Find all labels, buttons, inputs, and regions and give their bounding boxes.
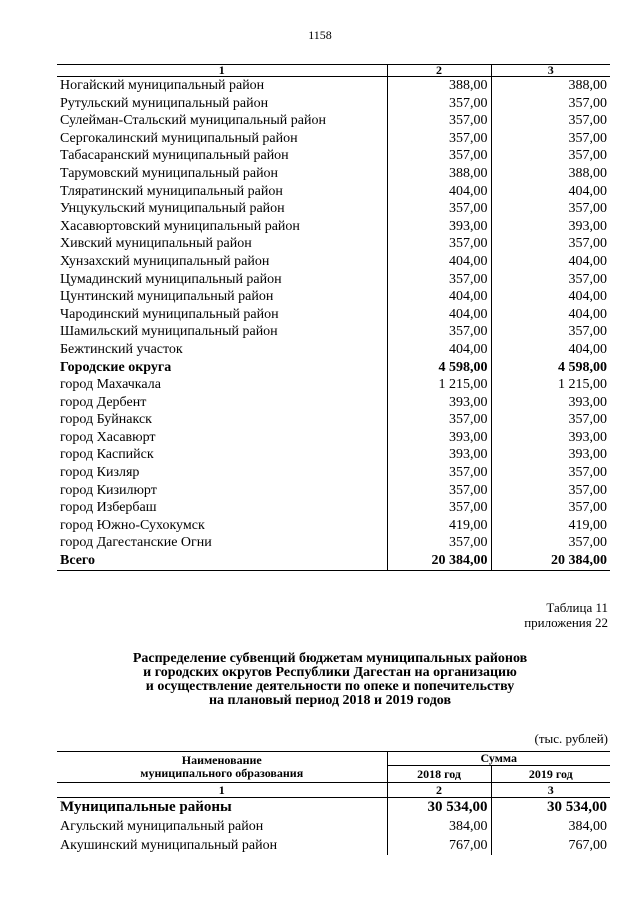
municipality-name: Унцукульский муниципальный район bbox=[60, 201, 285, 217]
amount-2019: 393,00 bbox=[491, 429, 610, 447]
column-number-3: 3 bbox=[491, 65, 610, 77]
amount-2018: 357,00 bbox=[387, 200, 491, 218]
amount-2019: 384,00 bbox=[491, 817, 610, 836]
amount-2019: 20 384,00 bbox=[491, 552, 610, 570]
title-line: и осуществление деятельности по опеке и попечительству bbox=[145, 679, 515, 694]
column-number-1: 1 bbox=[57, 65, 387, 77]
table-row bbox=[57, 271, 610, 289]
municipality-name: Агульский муниципальный район bbox=[60, 819, 264, 834]
municipality-name: Городские округа bbox=[60, 359, 172, 375]
municipality-name: Тарумовский муниципальный район bbox=[60, 165, 279, 181]
table-row bbox=[57, 394, 610, 412]
amount-2019: 357,00 bbox=[491, 200, 610, 218]
municipality-name: город Избербаш bbox=[60, 500, 157, 516]
amount-2019: 357,00 bbox=[491, 323, 610, 341]
table-row bbox=[57, 499, 610, 517]
title-line: на плановый период 2018 и 2019 годов bbox=[208, 693, 452, 708]
header-year-2018: 2018 год bbox=[387, 766, 491, 783]
amount-2018: 357,00 bbox=[387, 235, 491, 253]
table-row bbox=[57, 235, 610, 253]
amount-2019: 357,00 bbox=[491, 534, 610, 552]
amount-2018: 20 384,00 bbox=[387, 552, 491, 570]
amount-2018: 767,00 bbox=[387, 836, 491, 855]
amount-2018: 30 534,00 bbox=[387, 798, 491, 818]
municipality-name: город Кизляр bbox=[60, 465, 140, 481]
amount-2019: 419,00 bbox=[491, 517, 610, 535]
amount-2019: 1 215,00 bbox=[491, 376, 610, 394]
header-sum: Сумма bbox=[387, 752, 610, 766]
municipality-name: Всего bbox=[57, 552, 387, 570]
municipality-name: Табасаранский муниципальный район bbox=[60, 148, 289, 164]
column-number-3: 3 bbox=[491, 783, 610, 798]
amount-2018: 357,00 bbox=[387, 112, 491, 130]
municipality-name: Шамильский муниципальный район bbox=[60, 324, 278, 340]
amount-2019: 393,00 bbox=[491, 218, 610, 236]
table-row bbox=[57, 817, 610, 836]
table-row bbox=[57, 798, 610, 818]
table-row bbox=[57, 446, 610, 464]
amount-2018: 357,00 bbox=[387, 323, 491, 341]
header-name bbox=[57, 752, 387, 783]
table-row bbox=[57, 376, 610, 394]
amount-2019: 30 534,00 bbox=[491, 798, 610, 818]
amount-2019: 357,00 bbox=[491, 271, 610, 289]
amount-2018: 1 215,00 bbox=[387, 376, 491, 394]
amount-2018: 357,00 bbox=[387, 499, 491, 517]
table-row bbox=[57, 323, 610, 341]
municipality-name: город Буйнакск bbox=[60, 412, 152, 428]
amount-2018: 393,00 bbox=[387, 446, 491, 464]
page-number: 1158 bbox=[308, 28, 332, 42]
title-line: Распределение субвенций бюджетам муниципальных районов bbox=[132, 651, 528, 666]
amount-2019: 357,00 bbox=[491, 95, 610, 113]
table-row bbox=[57, 482, 610, 500]
table-row bbox=[57, 183, 610, 201]
table-row bbox=[57, 341, 610, 359]
amount-2018: 393,00 bbox=[387, 429, 491, 447]
municipality-name: Чародинский муниципальный район bbox=[60, 306, 279, 322]
amount-2018: 384,00 bbox=[387, 817, 491, 836]
amount-2019: 404,00 bbox=[491, 288, 610, 306]
table-row bbox=[57, 288, 610, 306]
municipality-name: город Дербент bbox=[60, 394, 147, 410]
table-title bbox=[40, 652, 620, 708]
amount-2019: 357,00 bbox=[491, 411, 610, 429]
amount-2018: 404,00 bbox=[387, 288, 491, 306]
municipality-name: Муниципальные районы bbox=[60, 799, 232, 815]
amount-2018: 404,00 bbox=[387, 306, 491, 324]
header-name-line2: муниципального образования bbox=[140, 766, 304, 780]
table-row bbox=[57, 253, 610, 271]
table-row bbox=[57, 359, 610, 377]
appendix-reference: приложения 22 bbox=[524, 615, 608, 630]
column-number-row bbox=[57, 65, 610, 77]
column-number-2: 2 bbox=[387, 65, 491, 77]
amount-2018: 357,00 bbox=[387, 271, 491, 289]
municipality-name: Сулейман-Стальский муниципальный район bbox=[60, 113, 326, 129]
table-row bbox=[57, 306, 610, 324]
amount-2018: 357,00 bbox=[387, 482, 491, 500]
amount-2018: 393,00 bbox=[387, 218, 491, 236]
table-row bbox=[57, 112, 610, 130]
amount-2019: 4 598,00 bbox=[491, 359, 610, 377]
amount-2018: 357,00 bbox=[387, 534, 491, 552]
subvention-table-2018-2019 bbox=[57, 751, 610, 855]
table-row bbox=[57, 95, 610, 113]
amount-2019: 357,00 bbox=[491, 130, 610, 148]
amount-2019: 404,00 bbox=[491, 306, 610, 324]
amount-2019: 404,00 bbox=[491, 253, 610, 271]
table-row bbox=[57, 130, 610, 148]
table-row bbox=[57, 552, 610, 570]
header-year-2019: 2019 год bbox=[491, 766, 610, 783]
amount-2018: 404,00 bbox=[387, 341, 491, 359]
municipality-name: Рутульский муниципальный район bbox=[60, 95, 269, 111]
table-row bbox=[57, 836, 610, 855]
municipality-name: Сергокалинский муниципальный район bbox=[60, 130, 298, 146]
municipality-name: Цунтинский муниципальный район bbox=[60, 289, 274, 305]
amount-2019: 357,00 bbox=[491, 235, 610, 253]
amount-2018: 393,00 bbox=[387, 394, 491, 412]
amount-2019: 357,00 bbox=[491, 112, 610, 130]
amount-2018: 404,00 bbox=[387, 253, 491, 271]
amount-2018: 404,00 bbox=[387, 183, 491, 201]
amount-2018: 4 598,00 bbox=[387, 359, 491, 377]
municipality-name: Цумадинский муниципальный район bbox=[60, 271, 282, 287]
units-note: (тыс. рублей) bbox=[534, 731, 608, 746]
table-row bbox=[57, 200, 610, 218]
amount-2019: 357,00 bbox=[491, 482, 610, 500]
header-name-line1: Наименование bbox=[181, 753, 262, 767]
municipality-name: Акушинский муниципальный район bbox=[60, 838, 278, 853]
amount-2019: 393,00 bbox=[491, 446, 610, 464]
column-number-2: 2 bbox=[387, 783, 491, 798]
amount-2018: 357,00 bbox=[387, 130, 491, 148]
table-row bbox=[57, 429, 610, 447]
amount-2018: 357,00 bbox=[387, 411, 491, 429]
municipality-name: Хунзахский муниципальный район bbox=[60, 253, 270, 269]
table-row bbox=[57, 77, 610, 95]
municipality-name: город Хасавюрт bbox=[60, 429, 156, 445]
amount-2019: 357,00 bbox=[491, 499, 610, 517]
amount-2019: 404,00 bbox=[491, 183, 610, 201]
column-number-1: 1 bbox=[57, 783, 387, 798]
amount-2019: 767,00 bbox=[491, 836, 610, 855]
municipality-name: город Каспийск bbox=[60, 447, 154, 463]
amount-2018: 357,00 bbox=[387, 95, 491, 113]
table-row bbox=[57, 517, 610, 535]
municipality-name: Хасавюртовский муниципальный район bbox=[60, 218, 300, 234]
amount-2019: 357,00 bbox=[491, 147, 610, 165]
amount-2018: 419,00 bbox=[387, 517, 491, 535]
table-row bbox=[57, 534, 610, 552]
amount-2019: 388,00 bbox=[491, 165, 610, 183]
municipality-name: город Южно-Сухокумск bbox=[60, 517, 205, 533]
amount-2019: 388,00 bbox=[491, 77, 610, 95]
amount-2019: 404,00 bbox=[491, 341, 610, 359]
amount-2018: 388,00 bbox=[387, 77, 491, 95]
amount-2018: 357,00 bbox=[387, 147, 491, 165]
title-line: и городских округов Республики Дагестан на организацию bbox=[143, 665, 517, 680]
amount-2018: 388,00 bbox=[387, 165, 491, 183]
amount-2019: 393,00 bbox=[491, 394, 610, 412]
table-row bbox=[57, 218, 610, 236]
table-row bbox=[57, 464, 610, 482]
municipality-name: Ногайский муниципальный район bbox=[60, 78, 265, 93]
subvention-table-continued bbox=[57, 64, 610, 571]
table-reference bbox=[524, 600, 608, 630]
municipality-name: город Кизилюрт bbox=[60, 482, 157, 498]
table-row bbox=[57, 147, 610, 165]
municipality-name: Бежтинский участок bbox=[60, 341, 183, 357]
municipality-name: Тляратинский муниципальный район bbox=[60, 183, 283, 199]
amount-2018: 357,00 bbox=[387, 464, 491, 482]
amount-2019: 357,00 bbox=[491, 464, 610, 482]
municipality-name: город Дагестанские Огни bbox=[60, 535, 212, 551]
municipality-name: Хивский муниципальный район bbox=[60, 236, 252, 252]
table-number: Таблица 11 bbox=[546, 600, 608, 615]
municipality-name: город Махачкала bbox=[60, 377, 161, 393]
table-row bbox=[57, 165, 610, 183]
table-row bbox=[57, 411, 610, 429]
